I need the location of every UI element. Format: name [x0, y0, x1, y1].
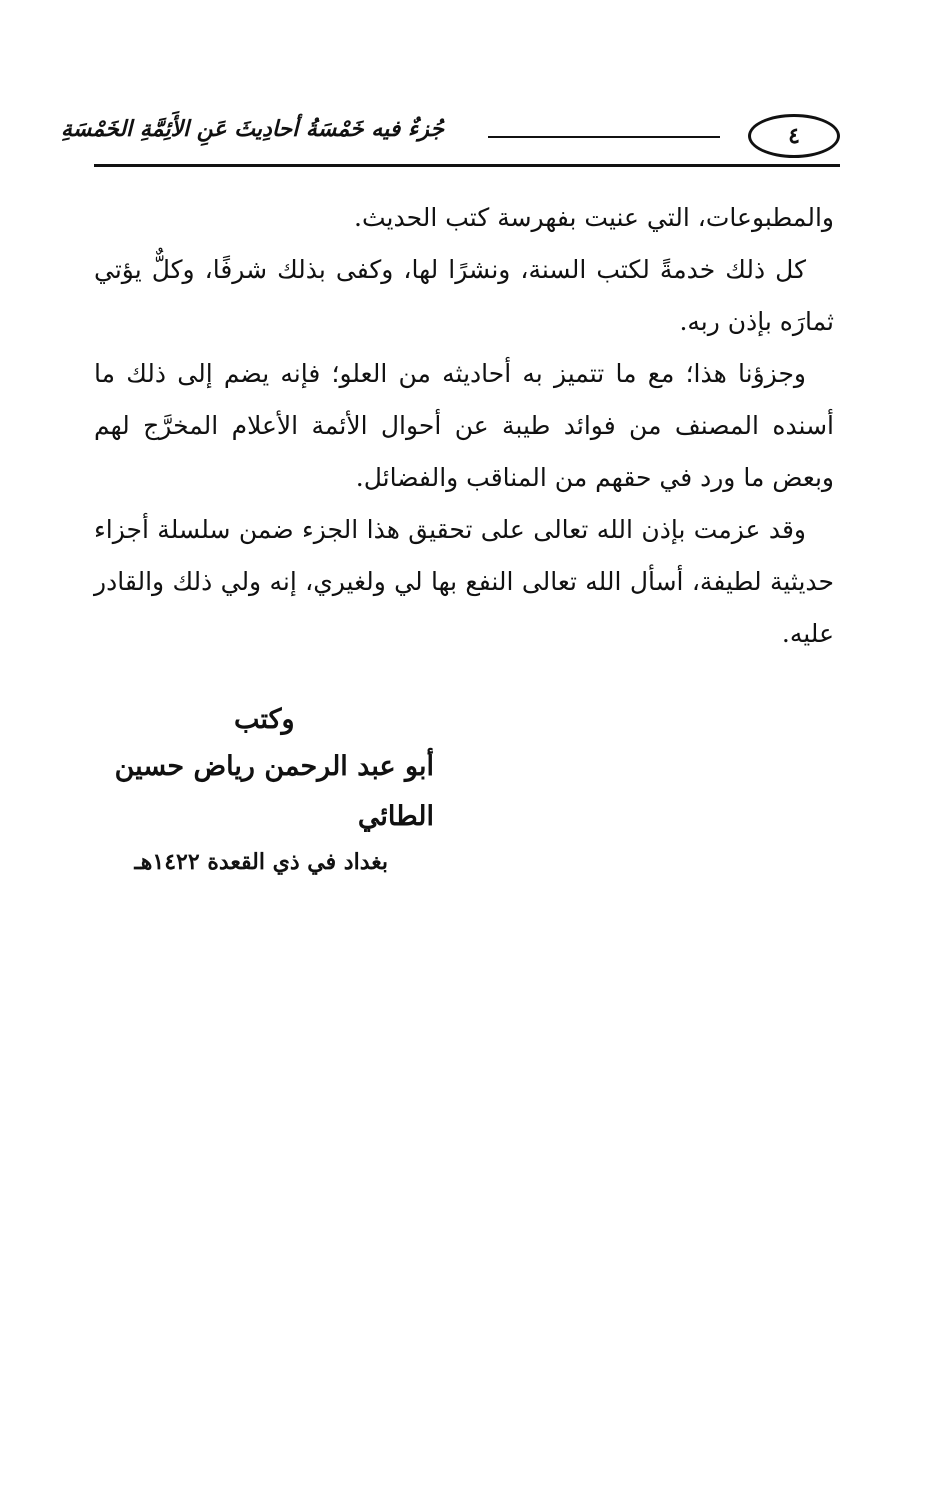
signature-wrote: وكتب	[234, 704, 295, 735]
paragraph-1: والمطبوعات، التي عنيت بفهرسة كتب الحديث.	[354, 203, 834, 232]
header-dash-line	[488, 136, 720, 138]
signature-block	[94, 698, 434, 882]
paragraph-3: وجزؤنا هذا؛ مع ما تتميز به أحاديثه من العلو؛ فإنه يضم إلى ذلك ما أسنده المصنف من فوائد طيبة عن أحوال الأئمة الأعلام المخرَّج لهم وبعض ما ورد في حقهم من المناقب والفضائل.	[94, 359, 834, 492]
paragraph-2: كل ذلك خدمةً لكتب السنة، ونشرًا لها، وكفى بذلك شرفًا، وكلٌّ يؤتي ثمارَه بإذن ربه.	[94, 255, 834, 336]
page-header	[61, 112, 840, 162]
page-number: ٤	[748, 114, 840, 158]
author-name: أبو عبد الرحمن رياض حسين الطائي	[114, 751, 434, 832]
body-text	[94, 192, 834, 660]
running-title: جُزءٌ فيه خَمْسَةُ أحادِيثَ عَنِ الأَئِمَّةِ الخَمْسَةِ	[61, 116, 444, 142]
header-rule	[94, 164, 840, 167]
paragraph-4: وقد عزمت بإذن الله تعالى على تحقيق هذا الجزء ضمن سلسلة أجزاء حديثية لطيفة، أسأل الله تعالى النفع بها لي ولغيري، إنه ولي ذلك والقادر عليه.	[94, 515, 834, 648]
place-date: بغداد في ذي القعدة ١٤٢٢هـ	[134, 849, 388, 875]
